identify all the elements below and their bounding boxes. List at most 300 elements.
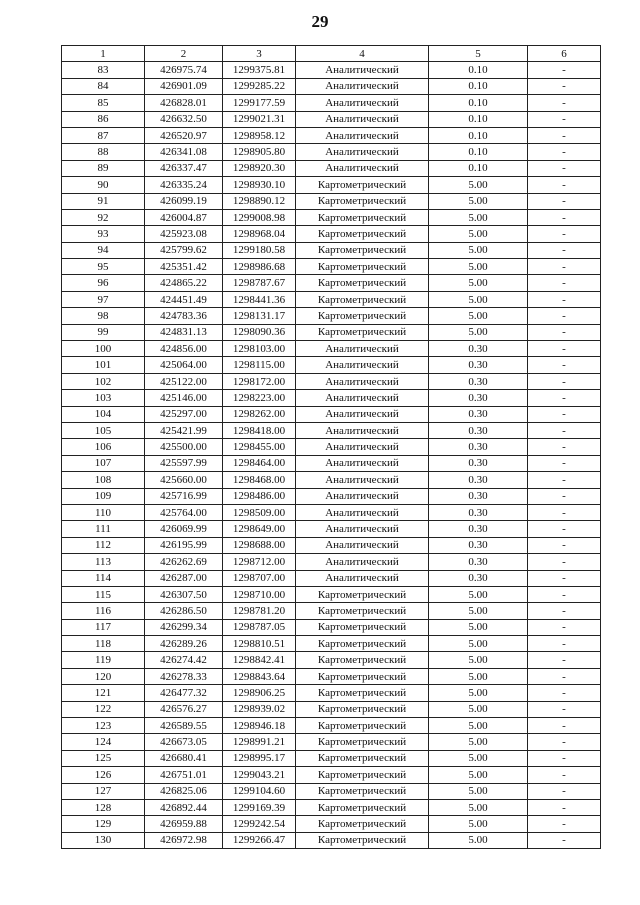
cell-method: Аналитический [296, 439, 429, 455]
cell-note: - [528, 78, 601, 94]
table-row [62, 177, 601, 193]
cell-note: - [528, 373, 601, 389]
cell-point-number: 85 [62, 95, 145, 111]
cell-method: Картометрический [296, 668, 429, 684]
cell-accuracy: 0.30 [429, 521, 528, 537]
cell-accuracy: 5.00 [429, 291, 528, 307]
cell-x-coordinate: 425500.00 [145, 439, 223, 455]
cell-note: - [528, 324, 601, 340]
cell-y-coordinate: 1298090.36 [223, 324, 296, 340]
cell-point-number: 114 [62, 570, 145, 586]
cell-x-coordinate: 426289.26 [145, 636, 223, 652]
table-row [62, 799, 601, 815]
cell-method: Картометрический [296, 636, 429, 652]
cell-accuracy: 0.10 [429, 144, 528, 160]
cell-accuracy: 0.10 [429, 111, 528, 127]
table-row [62, 242, 601, 258]
cell-y-coordinate: 1298131.17 [223, 308, 296, 324]
cell-y-coordinate: 1298842.41 [223, 652, 296, 668]
cell-x-coordinate: 426975.74 [145, 62, 223, 78]
cell-y-coordinate: 1299285.22 [223, 78, 296, 94]
cell-accuracy: 0.30 [429, 341, 528, 357]
cell-method: Аналитический [296, 488, 429, 504]
cell-accuracy: 0.30 [429, 488, 528, 504]
cell-y-coordinate: 1299266.47 [223, 832, 296, 848]
cell-point-number: 93 [62, 226, 145, 242]
cell-y-coordinate: 1298103.00 [223, 341, 296, 357]
cell-method: Аналитический [296, 422, 429, 438]
cell-accuracy: 0.30 [429, 439, 528, 455]
cell-point-number: 97 [62, 291, 145, 307]
cell-y-coordinate: 1298930.10 [223, 177, 296, 193]
cell-method: Картометрический [296, 619, 429, 635]
cell-note: - [528, 144, 601, 160]
cell-accuracy: 0.30 [429, 570, 528, 586]
cell-method: Картометрический [296, 242, 429, 258]
cell-x-coordinate: 424865.22 [145, 275, 223, 291]
cell-method: Картометрический [296, 603, 429, 619]
cell-note: - [528, 193, 601, 209]
cell-accuracy: 0.10 [429, 95, 528, 111]
cell-x-coordinate: 425764.00 [145, 504, 223, 520]
table-row [62, 586, 601, 602]
cell-point-number: 100 [62, 341, 145, 357]
cell-note: - [528, 390, 601, 406]
cell-y-coordinate: 1298418.00 [223, 422, 296, 438]
cell-accuracy: 0.30 [429, 406, 528, 422]
cell-method: Аналитический [296, 406, 429, 422]
cell-point-number: 102 [62, 373, 145, 389]
cell-note: - [528, 422, 601, 438]
table-row [62, 406, 601, 422]
cell-point-number: 103 [62, 390, 145, 406]
cell-method: Аналитический [296, 373, 429, 389]
cell-note: - [528, 259, 601, 275]
cell-accuracy: 0.30 [429, 472, 528, 488]
cell-y-coordinate: 1298986.68 [223, 259, 296, 275]
cell-method: Картометрический [296, 750, 429, 766]
table-row [62, 668, 601, 684]
table-row [62, 209, 601, 225]
cell-method: Картометрический [296, 275, 429, 291]
cell-note: - [528, 160, 601, 176]
cell-accuracy: 5.00 [429, 209, 528, 225]
cell-method: Картометрический [296, 193, 429, 209]
table-row [62, 570, 601, 586]
cell-y-coordinate: 1299169.39 [223, 799, 296, 815]
cell-y-coordinate: 1298906.25 [223, 685, 296, 701]
cell-accuracy: 0.10 [429, 160, 528, 176]
cell-accuracy: 5.00 [429, 767, 528, 783]
cell-x-coordinate: 426959.88 [145, 816, 223, 832]
cell-x-coordinate: 426287.00 [145, 570, 223, 586]
cell-note: - [528, 357, 601, 373]
cell-point-number: 129 [62, 816, 145, 832]
cell-y-coordinate: 1298172.00 [223, 373, 296, 389]
cell-x-coordinate: 426825.06 [145, 783, 223, 799]
cell-note: - [528, 586, 601, 602]
cell-note: - [528, 242, 601, 258]
cell-accuracy: 0.30 [429, 537, 528, 553]
cell-note: - [528, 537, 601, 553]
table-row [62, 783, 601, 799]
cell-method: Картометрический [296, 685, 429, 701]
cell-x-coordinate: 426972.98 [145, 832, 223, 848]
cell-y-coordinate: 1299177.59 [223, 95, 296, 111]
cell-y-coordinate: 1298441.36 [223, 291, 296, 307]
cell-method: Аналитический [296, 570, 429, 586]
cell-note: - [528, 652, 601, 668]
cell-point-number: 128 [62, 799, 145, 815]
cell-note: - [528, 668, 601, 684]
cell-note: - [528, 767, 601, 783]
cell-note: - [528, 226, 601, 242]
cell-point-number: 86 [62, 111, 145, 127]
cell-accuracy: 0.10 [429, 62, 528, 78]
table-row [62, 718, 601, 734]
cell-x-coordinate: 426307.50 [145, 586, 223, 602]
cell-note: - [528, 291, 601, 307]
cell-x-coordinate: 426901.09 [145, 78, 223, 94]
cell-y-coordinate: 1298810.51 [223, 636, 296, 652]
cell-x-coordinate: 426477.32 [145, 685, 223, 701]
cell-method: Картометрический [296, 324, 429, 340]
cell-point-number: 124 [62, 734, 145, 750]
table-row [62, 504, 601, 520]
cell-accuracy: 5.00 [429, 586, 528, 602]
page-number: 29 [311, 12, 329, 31]
cell-note: - [528, 750, 601, 766]
cell-accuracy: 5.00 [429, 652, 528, 668]
cell-accuracy: 0.10 [429, 78, 528, 94]
cell-y-coordinate: 1298920.30 [223, 160, 296, 176]
cell-point-number: 106 [62, 439, 145, 455]
cell-accuracy: 0.10 [429, 127, 528, 143]
cell-note: - [528, 439, 601, 455]
cell-note: - [528, 472, 601, 488]
cell-point-number: 130 [62, 832, 145, 848]
cell-note: - [528, 488, 601, 504]
table-row [62, 78, 601, 94]
cell-point-number: 113 [62, 554, 145, 570]
table-row [62, 439, 601, 455]
cell-point-number: 107 [62, 455, 145, 471]
table-row [62, 685, 601, 701]
table-row [62, 357, 601, 373]
cell-method: Картометрический [296, 767, 429, 783]
cell-y-coordinate: 1299021.31 [223, 111, 296, 127]
table-header-row [62, 46, 601, 62]
cell-y-coordinate: 1298712.00 [223, 554, 296, 570]
cell-note: - [528, 521, 601, 537]
table-row [62, 324, 601, 340]
cell-method: Аналитический [296, 95, 429, 111]
cell-x-coordinate: 426069.99 [145, 521, 223, 537]
cell-y-coordinate: 1298455.00 [223, 439, 296, 455]
cell-x-coordinate: 426751.01 [145, 767, 223, 783]
column-header-y-coordinate: 3 [223, 46, 296, 62]
cell-accuracy: 5.00 [429, 816, 528, 832]
cell-x-coordinate: 426335.24 [145, 177, 223, 193]
column-header-method: 4 [296, 46, 429, 62]
cell-point-number: 90 [62, 177, 145, 193]
cell-point-number: 115 [62, 586, 145, 602]
cell-method: Картометрический [296, 799, 429, 815]
cell-y-coordinate: 1298890.12 [223, 193, 296, 209]
cell-note: - [528, 832, 601, 848]
table-row [62, 734, 601, 750]
column-header-note: 6 [528, 46, 601, 62]
cell-method: Аналитический [296, 111, 429, 127]
cell-accuracy: 5.00 [429, 832, 528, 848]
cell-point-number: 92 [62, 209, 145, 225]
cell-accuracy: 5.00 [429, 226, 528, 242]
cell-accuracy: 5.00 [429, 259, 528, 275]
table-row [62, 160, 601, 176]
coordinates-table [61, 45, 601, 849]
table-row [62, 636, 601, 652]
cell-method: Картометрический [296, 816, 429, 832]
cell-note: - [528, 603, 601, 619]
cell-method: Аналитический [296, 341, 429, 357]
table-row [62, 652, 601, 668]
cell-method: Картометрический [296, 734, 429, 750]
cell-x-coordinate: 426673.05 [145, 734, 223, 750]
cell-point-number: 125 [62, 750, 145, 766]
cell-note: - [528, 636, 601, 652]
cell-point-number: 96 [62, 275, 145, 291]
cell-y-coordinate: 1298968.04 [223, 226, 296, 242]
cell-method: Картометрический [296, 586, 429, 602]
cell-x-coordinate: 426337.47 [145, 160, 223, 176]
table-row [62, 603, 601, 619]
cell-point-number: 95 [62, 259, 145, 275]
cell-point-number: 98 [62, 308, 145, 324]
cell-x-coordinate: 426576.27 [145, 701, 223, 717]
cell-y-coordinate: 1298509.00 [223, 504, 296, 520]
cell-accuracy: 5.00 [429, 619, 528, 635]
cell-y-coordinate: 1298688.00 [223, 537, 296, 553]
cell-accuracy: 5.00 [429, 718, 528, 734]
cell-accuracy: 0.30 [429, 390, 528, 406]
cell-x-coordinate: 426680.41 [145, 750, 223, 766]
cell-method: Аналитический [296, 62, 429, 78]
table-row [62, 521, 601, 537]
cell-method: Аналитический [296, 537, 429, 553]
cell-y-coordinate: 1298787.05 [223, 619, 296, 635]
table-row [62, 373, 601, 389]
cell-method: Картометрический [296, 226, 429, 242]
column-header-x-coordinate: 2 [145, 46, 223, 62]
cell-accuracy: 0.30 [429, 373, 528, 389]
cell-note: - [528, 127, 601, 143]
cell-method: Картометрический [296, 701, 429, 717]
table-body [62, 62, 601, 849]
table-row [62, 62, 601, 78]
cell-y-coordinate: 1298486.00 [223, 488, 296, 504]
cell-point-number: 112 [62, 537, 145, 553]
table-row [62, 291, 601, 307]
cell-point-number: 109 [62, 488, 145, 504]
cell-y-coordinate: 1298464.00 [223, 455, 296, 471]
table-row [62, 95, 601, 111]
cell-note: - [528, 619, 601, 635]
table-row [62, 816, 601, 832]
cell-note: - [528, 177, 601, 193]
cell-accuracy: 0.30 [429, 357, 528, 373]
cell-point-number: 94 [62, 242, 145, 258]
cell-point-number: 127 [62, 783, 145, 799]
table-row [62, 619, 601, 635]
cell-accuracy: 0.30 [429, 504, 528, 520]
cell-note: - [528, 783, 601, 799]
cell-x-coordinate: 426286.50 [145, 603, 223, 619]
cell-method: Картометрический [296, 209, 429, 225]
cell-method: Картометрический [296, 291, 429, 307]
cell-x-coordinate: 426099.19 [145, 193, 223, 209]
cell-accuracy: 5.00 [429, 734, 528, 750]
cell-method: Картометрический [296, 783, 429, 799]
cell-point-number: 99 [62, 324, 145, 340]
cell-point-number: 120 [62, 668, 145, 684]
cell-x-coordinate: 425351.42 [145, 259, 223, 275]
column-header-point-number: 1 [62, 46, 145, 62]
cell-point-number: 108 [62, 472, 145, 488]
cell-method: Картометрический [296, 718, 429, 734]
table-row [62, 226, 601, 242]
cell-accuracy: 5.00 [429, 275, 528, 291]
cell-method: Аналитический [296, 504, 429, 520]
cell-point-number: 111 [62, 521, 145, 537]
cell-note: - [528, 62, 601, 78]
cell-point-number: 122 [62, 701, 145, 717]
table-row [62, 308, 601, 324]
cell-x-coordinate: 426892.44 [145, 799, 223, 815]
cell-x-coordinate: 426589.55 [145, 718, 223, 734]
cell-y-coordinate: 1299104.60 [223, 783, 296, 799]
cell-x-coordinate: 425421.99 [145, 422, 223, 438]
table-row [62, 701, 601, 717]
cell-point-number: 105 [62, 422, 145, 438]
cell-method: Аналитический [296, 144, 429, 160]
table-row [62, 537, 601, 553]
cell-x-coordinate: 425597.99 [145, 455, 223, 471]
cell-x-coordinate: 426828.01 [145, 95, 223, 111]
cell-note: - [528, 554, 601, 570]
cell-y-coordinate: 1298843.64 [223, 668, 296, 684]
cell-accuracy: 5.00 [429, 308, 528, 324]
cell-accuracy: 5.00 [429, 750, 528, 766]
cell-note: - [528, 209, 601, 225]
cell-x-coordinate: 425146.00 [145, 390, 223, 406]
cell-y-coordinate: 1298468.00 [223, 472, 296, 488]
cell-y-coordinate: 1299242.54 [223, 816, 296, 832]
cell-method: Аналитический [296, 127, 429, 143]
cell-y-coordinate: 1299180.58 [223, 242, 296, 258]
cell-accuracy: 0.30 [429, 554, 528, 570]
cell-note: - [528, 308, 601, 324]
cell-x-coordinate: 425064.00 [145, 357, 223, 373]
cell-accuracy: 5.00 [429, 701, 528, 717]
cell-method: Аналитический [296, 521, 429, 537]
cell-point-number: 121 [62, 685, 145, 701]
cell-x-coordinate: 426004.87 [145, 209, 223, 225]
cell-y-coordinate: 1298991.21 [223, 734, 296, 750]
cell-note: - [528, 734, 601, 750]
table-row [62, 767, 601, 783]
cell-x-coordinate: 425716.99 [145, 488, 223, 504]
cell-x-coordinate: 426195.99 [145, 537, 223, 553]
cell-point-number: 91 [62, 193, 145, 209]
table-row [62, 341, 601, 357]
table-row [62, 750, 601, 766]
cell-accuracy: 0.30 [429, 422, 528, 438]
cell-accuracy: 5.00 [429, 685, 528, 701]
cell-y-coordinate: 1298649.00 [223, 521, 296, 537]
column-header-accuracy: 5 [429, 46, 528, 62]
cell-note: - [528, 799, 601, 815]
cell-point-number: 126 [62, 767, 145, 783]
cell-method: Картометрический [296, 832, 429, 848]
cell-accuracy: 5.00 [429, 603, 528, 619]
cell-note: - [528, 341, 601, 357]
table-row [62, 193, 601, 209]
cell-method: Аналитический [296, 78, 429, 94]
cell-accuracy: 5.00 [429, 242, 528, 258]
cell-accuracy: 5.00 [429, 799, 528, 815]
cell-y-coordinate: 1298905.80 [223, 144, 296, 160]
cell-accuracy: 5.00 [429, 636, 528, 652]
cell-note: - [528, 275, 601, 291]
table-row [62, 455, 601, 471]
table-row [62, 275, 601, 291]
cell-note: - [528, 111, 601, 127]
cell-point-number: 87 [62, 127, 145, 143]
cell-point-number: 101 [62, 357, 145, 373]
cell-x-coordinate: 426341.08 [145, 144, 223, 160]
cell-point-number: 118 [62, 636, 145, 652]
cell-method: Картометрический [296, 259, 429, 275]
cell-point-number: 119 [62, 652, 145, 668]
table-row [62, 127, 601, 143]
cell-point-number: 104 [62, 406, 145, 422]
cell-x-coordinate: 426274.42 [145, 652, 223, 668]
cell-x-coordinate: 424831.13 [145, 324, 223, 340]
cell-note: - [528, 95, 601, 111]
table-row [62, 472, 601, 488]
cell-method: Аналитический [296, 554, 429, 570]
cell-y-coordinate: 1298223.00 [223, 390, 296, 406]
cell-note: - [528, 701, 601, 717]
cell-y-coordinate: 1298939.02 [223, 701, 296, 717]
cell-y-coordinate: 1298115.00 [223, 357, 296, 373]
table-row [62, 488, 601, 504]
cell-method: Аналитический [296, 160, 429, 176]
cell-x-coordinate: 424783.36 [145, 308, 223, 324]
cell-point-number: 123 [62, 718, 145, 734]
cell-x-coordinate: 425923.08 [145, 226, 223, 242]
cell-note: - [528, 718, 601, 734]
cell-method: Картометрический [296, 652, 429, 668]
cell-y-coordinate: 1298787.67 [223, 275, 296, 291]
cell-note: - [528, 504, 601, 520]
cell-x-coordinate: 426632.50 [145, 111, 223, 127]
cell-point-number: 117 [62, 619, 145, 635]
cell-y-coordinate: 1298958.12 [223, 127, 296, 143]
cell-point-number: 84 [62, 78, 145, 94]
table-row [62, 144, 601, 160]
cell-accuracy: 5.00 [429, 324, 528, 340]
